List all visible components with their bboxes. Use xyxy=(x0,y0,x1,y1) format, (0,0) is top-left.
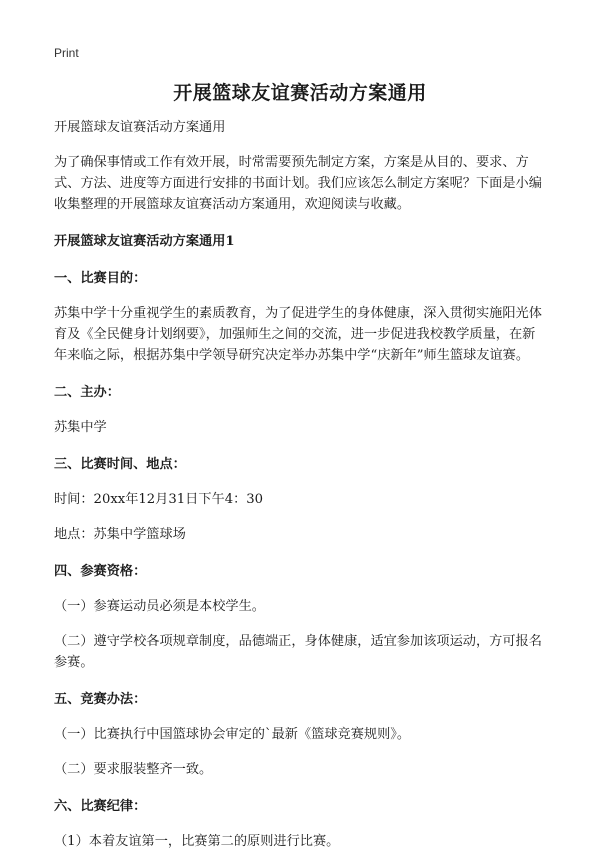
rules-item-2: （二）要求服装整齐一致。 xyxy=(54,762,213,777)
discipline-item-1: （1）本着友谊第一，比赛第二的原则进行比赛。 xyxy=(54,834,340,849)
eligibility-item-2: （二）遵守学校各项规章制度，品德端正，身体健康，适宜参加该项运动，方可报名参赛。 xyxy=(54,634,542,670)
rules-item-1: （一）比赛执行中国篮球协会审定的`最新《篮球竞赛规则》。 xyxy=(54,727,411,742)
document-subtitle: 开展篮球友谊赛活动方案通用 xyxy=(54,120,226,135)
heading-purpose: 一、比赛目的： xyxy=(54,271,147,286)
heading-discipline: 六、比赛纪律： xyxy=(54,799,147,814)
page-title: 开展篮球友谊赛活动方案通用 xyxy=(173,82,427,104)
document-body xyxy=(54,117,546,852)
intro-paragraph: 为了确保事情或工作有效开展，时常需要预先制定方案，方案是从目的、要求、方式、方法、进度等方面进行安排的书面计划。我们应该怎么制定方案呢？下面是小编收集整理的开展篮球友谊赛活动方案通用，欢迎阅读与收藏。 xyxy=(54,155,542,212)
heading-competition-rules: 五、竞赛办法： xyxy=(54,692,147,707)
eligibility-item-1: （一）参赛运动员必须是本校学生。 xyxy=(54,599,265,614)
print-label[interactable]: Print xyxy=(54,46,79,60)
section-title: 开展篮球友谊赛活动方案通用1 xyxy=(54,234,235,249)
organizer-text: 苏集中学 xyxy=(54,420,107,435)
heading-eligibility: 四、参赛资格： xyxy=(54,564,147,579)
place-text: 地点：苏集中学篮球场 xyxy=(54,527,186,542)
heading-time-place: 三、比赛时间、地点： xyxy=(54,457,186,472)
heading-organizer: 二、主办： xyxy=(54,385,120,400)
time-text: 时间：20xx年12月31日下午4：30 xyxy=(54,492,264,507)
purpose-paragraph: 苏集中学十分重视学生的素质教育，为了促进学生的身体健康，深入贯彻实施阳光体育及《全民健身计划纲要》，加强师生之间的交流，进一步促进我校教学质量，在新年来临之际，根据苏集中学领导研究决定举办苏集中学“庆新年”师生篮球友谊赛。 xyxy=(54,306,542,363)
